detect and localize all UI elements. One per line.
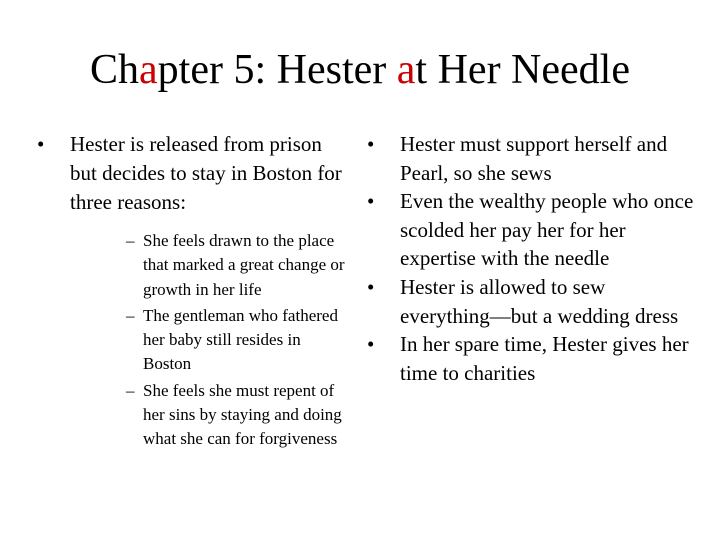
title-part-3: t Her Needle (415, 47, 630, 93)
sub-bullet-item: – The gentleman who fathered her baby still resides in Boston (70, 304, 350, 377)
bullet-item (30, 130, 350, 452)
slide-title (0, 42, 720, 98)
sub-bullet-item: – She feels she must repent of her sins by staying and doing what she can for forgiveness (70, 379, 350, 452)
title-accent-2: a (396, 47, 416, 93)
sub-bullet-item: – She feels drawn to the place that marked a great change or growth in her life (70, 229, 350, 302)
bullet-item: • Hester must support herself and Pearl, so she sews (360, 130, 695, 187)
bullet-item: • Hester is allowed to sew everything—but a wedding dress (360, 273, 695, 330)
right-column (360, 130, 695, 387)
bullet-item: • In her spare time, Hester gives her time to charities (360, 330, 695, 387)
title-accent-1: a (139, 47, 158, 93)
sub-bullet-list (70, 229, 350, 452)
right-bullet-list (360, 130, 695, 387)
bullet-text: Hester is released from prison but decides to stay in Boston for three reasons: (70, 132, 342, 214)
title-part-2: pter 5: Hester (157, 47, 397, 93)
left-bullet-list (30, 130, 350, 452)
title-part-1: Ch (90, 47, 140, 93)
bullet-item: • Even the wealthy people who once scolded her pay her for her expertise with the needle (360, 187, 695, 273)
left-column (30, 130, 350, 454)
